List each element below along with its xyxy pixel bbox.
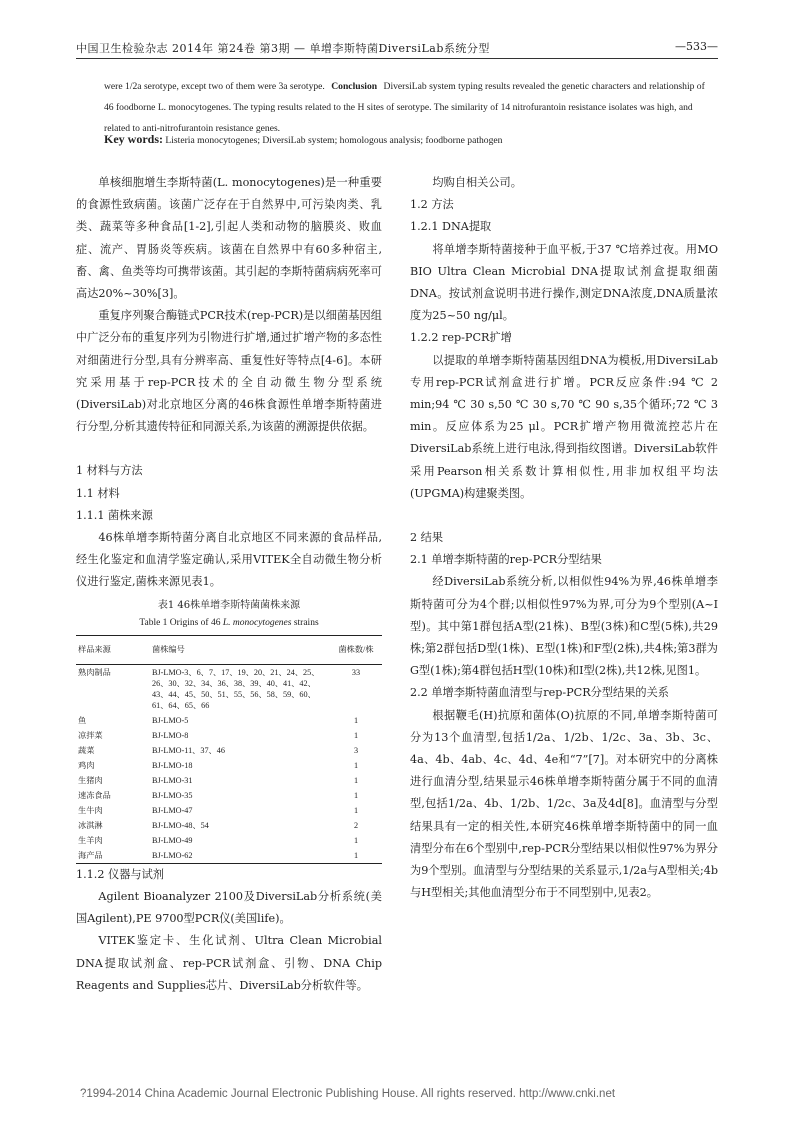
subsection-heading-typing: 2.1 单增李斯特菌的rep-PCR分型结果 xyxy=(410,553,602,567)
conclusion-text: DiversiLab system typing results revealed the genetic characters and relationship of 46 foodborne L. monocytogenes. The typing results related to the H sites of serotype. The similarity of 14 nitrofurantoin resistance isolates was high, and related to anti-nitrofurantoin resistance genes. xyxy=(104,81,705,134)
table-row: 凉拌菜 BJ-LMO-8 1 xyxy=(78,730,359,740)
table-row: 熟肉制品 BJ-LMO-3、6、7、17、19、20、21、24、25、26、30、32、34、36、38、39、40、41、42、43、44、45、50、51、55、56、58、59、60、61、64、65、66 33 xyxy=(78,667,361,710)
dna-paragraph: 将单增李斯特菌接种于血平板,于37 ℃培养过夜。用MO BIO Ultra Clean Microbial DNA提取试剂盒提取细菌DNA。按试剂盒说明书进行操作,测定DNA浓度,DNA质量浓度为25~50 ng/μl。 xyxy=(410,242,718,323)
typing-paragraph: 经DiversiLab系统分析,以相似性94%为界,46株单增李斯特菌可分为4个群;以相似性97%为界,可分为9个型别(A~I型)。其中第1群包括A型(21株)、B型(3株)和C型(5株),共29株;第2群包括D型(1株)、E型(1株)和F型(2株),共4株;第3群为G型(1株);第4群包括H型(10株)和I型(2株),共12株,见图1。 xyxy=(410,575,718,678)
strain-origin-table xyxy=(76,635,382,864)
keywords xyxy=(104,132,714,147)
conclusion-label: Conclusion xyxy=(331,81,378,92)
subsubsection-heading-dna: 1.2.1 DNA提取 xyxy=(410,220,492,234)
section-heading-methods: 1 材料与方法 xyxy=(76,464,143,478)
reppcr-paragraph: 以提取的单增李斯特菌基因组DNA为模板,用DiversiLab专用rep-PCR试剂盒进行扩增。PCR反应条件:94 ℃ 2 min;94 ℃ 30 s,50 ℃ 30 s,70 ℃ 90 s,35个循环;72 ℃ 3 min。反应体系为25 μl。PCR扩增产物用微流控芯片在DiversiLab系统上进行电泳,得到指纹图谱。DiversiLab软件采用Pearson相关系数计算相似性,用非加权组平均法(UPGMA)构建聚类图。 xyxy=(410,353,718,500)
table-row: 生牛肉 BJ-LMO-47 1 xyxy=(78,805,359,815)
section-heading-results: 2 结果 xyxy=(410,531,444,545)
table-row: 蔬菜 BJ-LMO-11、37、46 3 xyxy=(78,745,359,755)
table-header-ids: 菌株编号 xyxy=(150,635,330,664)
keywords-text: Listeria monocytogenes; DiversiLab system; homologous analysis; foodborne pathogen xyxy=(165,135,503,146)
page-number: —533— xyxy=(675,40,718,53)
subsubsection-heading-reppcr: 1.2.2 rep-PCR扩增 xyxy=(410,331,512,345)
keywords-label: Key words: xyxy=(104,132,163,146)
page-header xyxy=(76,36,718,59)
subsection-heading-materials: 1.1 材料 xyxy=(76,486,120,500)
instruments-paragraph: Agilent Bioanalyzer 2100及DiversiLab分析系统(美国Agilent),PE 9700型PCR仪(美国life)。 xyxy=(76,890,382,926)
table-caption-en: Table 1 Origins of 46 L. monocytogenes strains xyxy=(139,617,319,628)
reagents-continued: 均购自相关公司。 xyxy=(432,176,522,189)
table-row: 生猪肉 BJ-LMO-31 1 xyxy=(78,775,359,785)
table-header-source: 样品来源 xyxy=(76,635,150,664)
copyright-footer: ?1994-2014 China Academic Journal Electronic Publishing House. All rights reserved. http://www.cnki.net xyxy=(80,1088,616,1100)
table-row: 生羊肉 BJ-LMO-49 1 xyxy=(78,835,359,845)
table-caption-cn: 表1 46株单增李斯特菌菌株来源 xyxy=(157,599,301,611)
table-row: 海产品 BJ-LMO-62 1 xyxy=(76,848,382,864)
table-row: 鸡肉 BJ-LMO-18 1 xyxy=(78,760,359,770)
intro-paragraph-1: 单核细胞增生李斯特菌(L. monocytogenes)是一种重要的食源性致病菌。该菌广泛存在于自然界中,可污染肉类、乳类、蔬菜等多种食品[1-2],引起人类和动物的脑膜炎、败血症、流产、胃肠炎等疾病。该菌在自然界中有60多种宿主,畜、禽、鱼类等均可携带该菌。其引起的李斯特菌病病死率可高达20%~30%[3]。 xyxy=(76,176,382,301)
table-row: 速冻食品 BJ-LMO-35 1 xyxy=(78,790,359,800)
subsection-heading-method: 1.2 方法 xyxy=(410,198,454,212)
right-column xyxy=(410,172,718,905)
strains-paragraph: 46株单增李斯特菌分离自北京地区不同来源的食品样品,经生化鉴定和血清学鉴定确认,采用VITEK全自动微生物分析仪进行鉴定,菌株来源见表1。 xyxy=(76,531,382,589)
subsection-heading-serotype: 2.2 单增李斯特菌血清型与rep-PCR分型结果的关系 xyxy=(410,686,669,700)
journal-running-title: 中国卫生检验杂志 2014年 第24卷 第3期 — 单增李斯特菌DiversiLab系统分型 xyxy=(76,42,490,55)
subsubsection-heading-strains: 1.1.1 菌株来源 xyxy=(76,508,153,522)
serotype-paragraph: 根据鞭毛(H)抗原和菌体(O)抗原的不同,单增李斯特菌可分为13个血清型,包括1/2a、1/2b、1/2c、3a、3b、3c、4a、4b、4ab、4c、4d、4e和“7”[7]。对本研究中的分离株进行血清分型,结果显示46株单增李斯特菌分属于不同的血清型,包括1/2a、4b、1/2b、1/2c、3a及4d[8]。血清型与分型结果具有一定的相关性,本研究46株单增李斯特菌中的同一血清型分布在6个型别中,rep-PCR分型结果以相似性97%为界分为9个型别。血清型与分型结果的关系显示,1/2a与A型相关;4b与H型相关;其他血清型分布于不同型别中,见表2。 xyxy=(410,708,718,900)
reagents-paragraph: VITEK鉴定卡、生化试剂、Ultra Clean Microbial DNA提取试剂盒、rep-PCR试剂盒、引物、DNA Chip Reagents and Supplies芯片、DiversiLab分析软件等。 xyxy=(76,934,382,992)
abstract-english xyxy=(104,76,708,139)
table-header-count: 菌株数/株 xyxy=(330,635,382,664)
subsubsection-heading-instruments: 1.1.2 仪器与试剂 xyxy=(76,867,164,881)
left-column xyxy=(76,172,382,997)
table-row: 鱼 BJ-LMO-5 1 xyxy=(78,715,359,725)
table-row: 冰淇淋 BJ-LMO-48、54 2 xyxy=(78,820,359,830)
intro-paragraph-2: 重复序列聚合酶链式PCR技术(rep-PCR)是以细菌基因组中广泛分布的重复序列为引物进行扩增,通过扩增产物的多态性对细菌进行分型,具有分辨率高、重复性好等特点[4-6]。本研究采用基于rep-PCR技术的全自动微生物分型系统(DiversiLab)对北京地区分离的46株食源性单增李斯特菌进行分型,分析其遗传特征和同源关系,为该菌的溯源提供依据。 xyxy=(76,309,382,434)
abstract-results-tail: were 1/2a serotype, except two of them were 3a serotype. xyxy=(104,81,325,92)
